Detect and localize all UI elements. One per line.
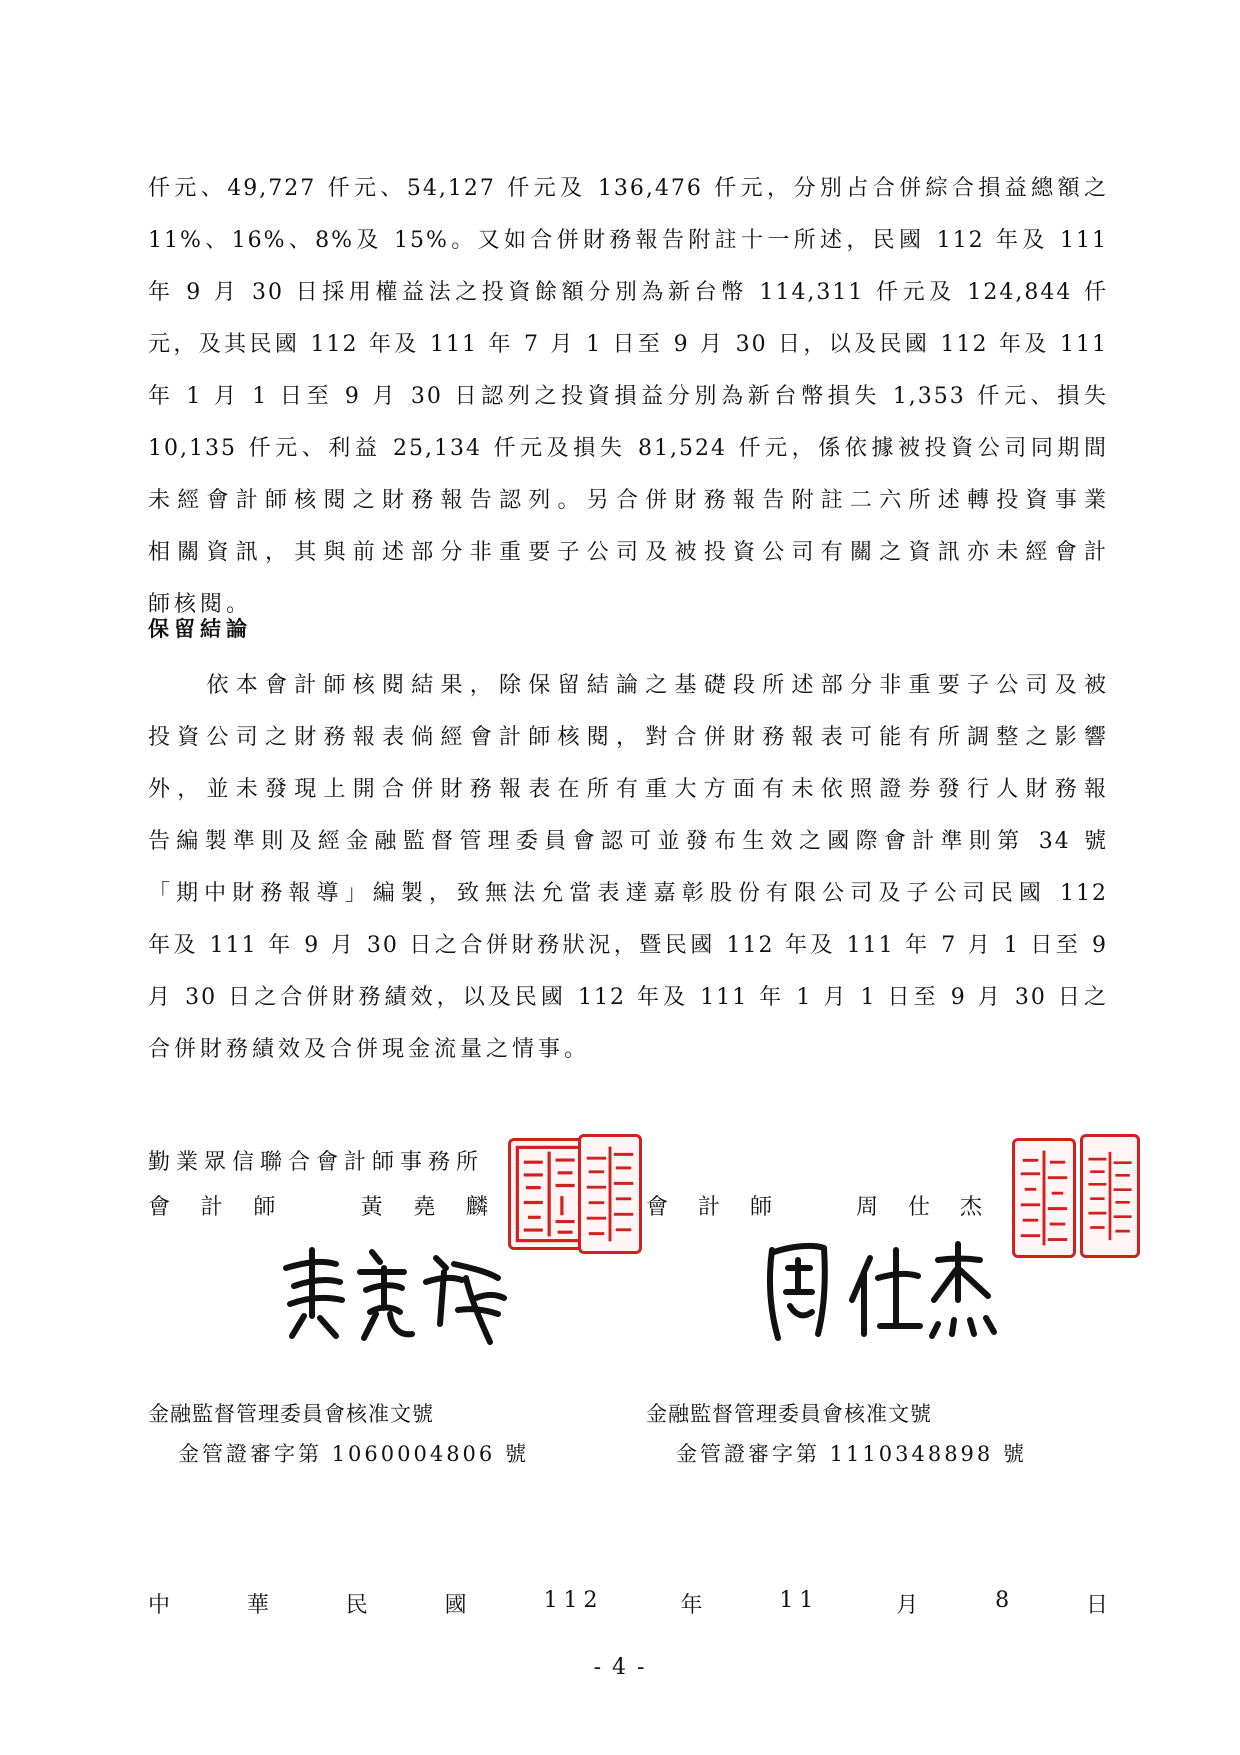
cpa1-name-char: 黃 <box>360 1195 383 1220</box>
paragraph-line: 合併財務績效及合併現金流量之情事。 <box>148 1037 591 1062</box>
cpa2-label-char: 師 <box>750 1195 773 1220</box>
date-part: 11 <box>779 1588 820 1613</box>
paragraph-line: 投資公司之財務報表倘經會計師核閱，對合併財務報表可能有所調整之影響 <box>148 725 1108 750</box>
paragraph-line: 仟元、49,727 仟元、54,127 仟元及 136,476 仟元，分別占合併綜合損益總額之 <box>148 176 1108 201</box>
cpa2-name-char: 杰 <box>959 1195 982 1220</box>
approval-title: 金融監督管理委員會核准文號 <box>148 1402 434 1426</box>
paragraph-line: 外，並未發現上開合併財務報表在所有重大方面有未依照證券發行人財務報 <box>148 777 1108 802</box>
paragraph-line: 相關資訊，其與前述部分非重要子公司及被投資公司有關之資訊亦未經會計 <box>148 540 1108 565</box>
cpa1-name-char: 麟 <box>465 1195 488 1220</box>
date-part: 中 <box>148 1593 171 1618</box>
cpa1-signature <box>276 1238 516 1348</box>
approval-block-1 <box>148 1398 529 1468</box>
paragraph-line: 元，及其民國 112 年及 111 年 7 月 1 日至 9 月 30 日，以及民國 112 年及 111 <box>148 332 1108 357</box>
cpa2-line <box>646 1190 982 1221</box>
date-part: 8 <box>995 1588 1010 1613</box>
approval-number: 金管證審字第 1110348898 號 <box>676 1442 1027 1466</box>
date-part: 民 <box>345 1593 368 1618</box>
paragraph-line: 依本會計師核閱結果，除保留結論之基礎段所述部分非重要子公司及被 <box>148 673 1108 698</box>
approval-block-2 <box>646 1398 1027 1468</box>
paragraph-basis <box>148 163 1108 631</box>
paragraph-qualified-conclusion <box>148 660 1108 1076</box>
cpa2-label-char: 會 <box>646 1195 669 1220</box>
paragraph-line: 年及 111 年 9 月 30 日之合併財務狀況，暨民國 112 年及 111 年 7 月 1 日至 9 <box>148 933 1108 958</box>
cpa2-signature <box>752 1230 1002 1348</box>
date-part: 日 <box>1085 1593 1108 1618</box>
cpa2-personal-seal <box>1012 1138 1076 1258</box>
firm-seal-2 <box>1080 1134 1140 1258</box>
paragraph-line: 告編製準則及經金融監督管理委員會認可並發布生效之國際會計準則第 34 號 <box>148 829 1108 854</box>
cpa1-label-char: 會 <box>148 1195 171 1220</box>
paragraph-line: 11%、16%、8%及 15%。又如合併財務報告附註十一所述，民國 112 年及 111 <box>148 228 1108 253</box>
firm-name: 勤業眾信聯合會計師事務所 <box>148 1150 485 1175</box>
section-heading: 保留結論 <box>148 617 252 641</box>
page-number: - 4 - <box>593 1655 647 1680</box>
firm-seal-1 <box>578 1134 642 1254</box>
paragraph-line: 師核閱。 <box>148 592 253 617</box>
report-date <box>148 1588 1108 1619</box>
date-part: 華 <box>246 1593 269 1618</box>
cpa1-name-char: 堯 <box>413 1195 436 1220</box>
cpa2-label-char: 計 <box>698 1195 721 1220</box>
paragraph-line: 年 9 月 30 日採用權益法之投資餘額分別為新台幣 114,311 仟元及 124,844 仟 <box>148 280 1108 305</box>
paragraph-line: 未經會計師核閱之財務報告認列。另合併財務報告附註二六所述轉投資事業 <box>148 488 1108 513</box>
paragraph-line: 「期中財務報導」編製，致無法允當表達嘉彰股份有限公司及子公司民國 112 <box>148 881 1108 906</box>
cpa1-label-char: 計 <box>200 1195 223 1220</box>
date-part: 月 <box>896 1593 919 1618</box>
paragraph-line: 月 30 日之合併財務績效，以及民國 112 年及 111 年 1 月 1 日至 9 月 30 日之 <box>148 985 1108 1010</box>
date-part: 年 <box>680 1593 703 1618</box>
cpa1-line <box>148 1190 488 1221</box>
date-part: 112 <box>543 1588 604 1613</box>
cpa2-name-char: 仕 <box>907 1195 930 1220</box>
cpa2-name-char: 周 <box>855 1195 878 1220</box>
cpa1-label-char: 師 <box>253 1195 276 1220</box>
date-part: 國 <box>444 1593 467 1618</box>
approval-number: 金管證審字第 1060004806 號 <box>178 1442 529 1466</box>
paragraph-line: 10,135 仟元、利益 25,134 仟元及損失 81,524 仟元，係依據被投資公司同期間 <box>148 436 1108 461</box>
paragraph-line: 年 1 月 1 日至 9 月 30 日認列之投資損益分別為新台幣損失 1,353 仟元、損失 <box>148 384 1108 409</box>
approval-title: 金融監督管理委員會核准文號 <box>646 1402 932 1426</box>
